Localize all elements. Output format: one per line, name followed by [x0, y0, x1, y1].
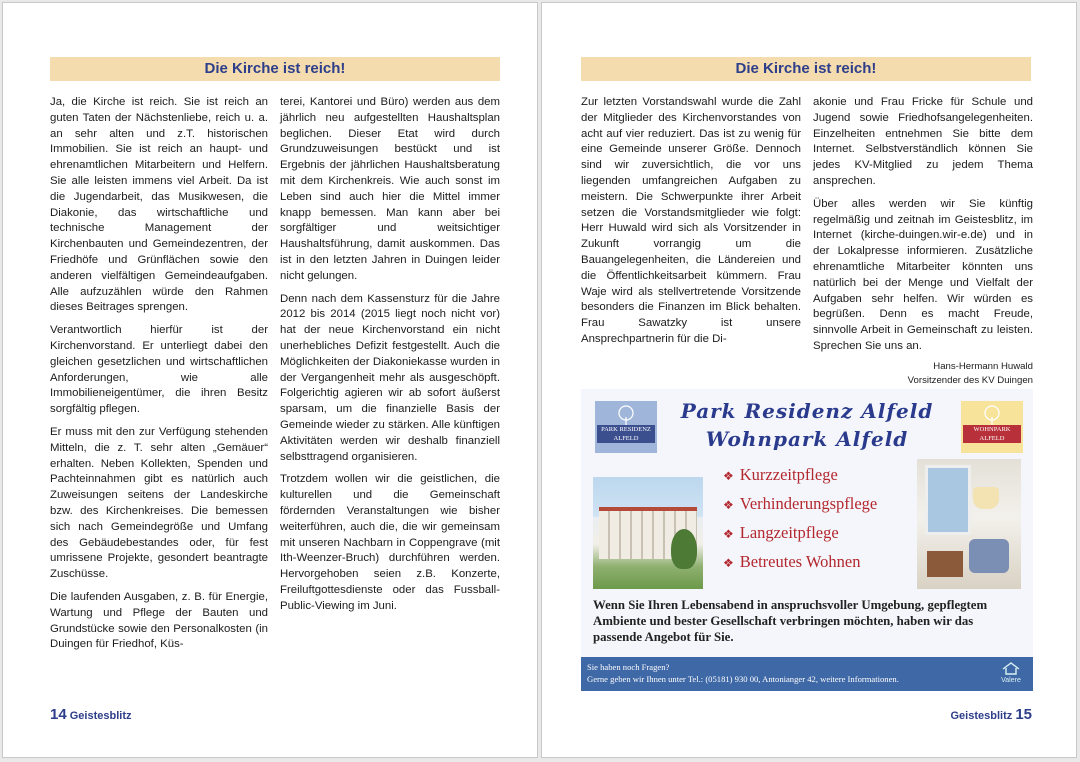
article-banner-left: Die Kirche ist reich!: [50, 57, 500, 81]
diamond-bullet-icon: ❖: [723, 556, 734, 570]
ad-title-2: Wohnpark Alfeld: [705, 427, 909, 451]
right-column-1: [581, 95, 801, 355]
paragraph: Die laufenden Ausgaben, z. B. für Energie, Wartung und Pflege der Bauten und Grundstücke sowie den Personalkosten (in Duingen für Friedhof, Küs-: [50, 590, 268, 651]
paragraph: Verantwortlich hierfür ist der Kirchenvorstand. Er unterliegt dabei den gleichen gesetzlichen und wirtschaftlichen Anforderungen, wie alle Immobilieneigentümer, die ihren Besitz sorgfältig pflegen.: [50, 324, 268, 416]
footer-contact: Gerne geben wir Ihnen unter Tel.: (05181) 930 00, Antonianger 42, weitere Informationen.: [587, 674, 899, 684]
service-item: ❖ Kurzzeitpflege: [723, 465, 838, 484]
paragraph: Denn nach dem Kassensturz für die Jahre 2012 bis 2014 (2015 liegt noch nicht vor) hat der neue Kirchenvorstand ein nicht unerhebliches Defizit festgestellt. Auch die Möglichkeiten der Diakoniekasse wurden in der Vergangenheit mehr als ausgeschöpft. Folgerichtig agieren wir ab sofort äußerst sparsam, um die finanzielle Basis der Gemeinde wieder zu stärken. Alle künftigen Aktivitäten werden wir deshalb finanziell selbsttragend organisieren.: [280, 292, 500, 463]
paragraph: akonie und Frau Fricke für Schule und Jugend sowie Friedhofsangelegenheiten. Einzelheiten entnehmen Sie bitte dem Internet. Selbstverständlich können Sie jedes KV-Mitglied zu jedem Thema ansprechen.: [813, 96, 1033, 187]
signature-role: Vorsitzender des KV Duingen: [907, 374, 1033, 386]
service-item: ❖ Verhinderungspflege: [723, 494, 878, 513]
service-item: ❖ Langzeitpflege: [723, 523, 839, 542]
magazine-name: Geistesblitz: [950, 710, 1013, 722]
left-column-1: [50, 95, 268, 660]
page-number: 14: [50, 706, 67, 723]
right-column-2: [813, 95, 1033, 388]
diamond-bullet-icon: ❖: [723, 527, 734, 541]
logo-right-text: WOHNPARK ALFELD: [963, 425, 1021, 443]
ad-title-1: Park Residenz Alfeld: [680, 399, 934, 423]
page-number: 15: [1015, 706, 1032, 723]
service-list: [723, 465, 919, 581]
house-icon: [1001, 661, 1021, 675]
paragraph: terei, Kantorei und Büro) werden aus dem jährlich neu aufgestellten Haushaltsplan beglichen. Dieser Etat wird durch Grundzuweisungen bestückt und ist Ergebnis der jährlichen Haushaltsberatung mit dem Kirchenkreis. Wie auch sonst im Leben sind auch hier die Mittel immer knapp bemessen. Man kann aber bei sorgfältiger und weitsichtiger Haushaltsführung, damit auskommen. Das ist in den letzten Jahren in Duingen leider nicht gelungen.: [280, 96, 500, 282]
right-page: [541, 2, 1077, 758]
tree-icon: [613, 405, 639, 427]
tree-icon: [979, 405, 1005, 427]
advertisement: [581, 389, 1033, 691]
paragraph: Zur letzten Vorstandswahl wurde die Zahl der Mitglieder des Kirchenvorstandes von acht auf vier reduziert. Das ist zu wenig für eine Gemeinde unserer Größe. Dennoch sind wir zuversichtlich, die vor uns liegenden umfangreichen Aufgaben zu meistern. Die Schwerpunkte ihrer Arbeit setzen die Vorstandsmitglieder wie folgt: Herr Huwald wird sich als Vorsitzender in Zukunft vorrangig um die Bauangelegenheiten, die Ländereien und die Öffentlichkeitsarbeit kümmern. Frau Waje wird als stellvertretende Vorsitzende besonders die Finanzen im Blick behalten. Frau Sawatzky ist unsere Ansprechpartnerin für die Di-: [581, 96, 801, 345]
magazine-name: Geistesblitz: [69, 710, 132, 722]
folio-left: [50, 706, 132, 723]
paragraph: Er muss mit den zur Verfügung stehenden Mitteln, die z. T. sehr alten „Gemäuer“ erhalten. Neben Kollekten, Spenden und Pachteinnahmen gibt es natürlich auch Zuweisungen seitens der Landeskirche bzw. des Kirchenkreises. Die bemessen sich nach Gemeindegröße und Umfang des Gebäudebestandes oder, für fest umrissene Projekte, gesondert beantragte Zuschüsse.: [50, 425, 268, 581]
wohnpark-logo: [961, 401, 1023, 453]
footer-question: Sie haben noch Fragen?: [587, 662, 670, 672]
signature-name: Hans-Hermann Huwald: [933, 360, 1033, 372]
park-residenz-logo: [595, 401, 657, 453]
paragraph: Trotzdem wollen wir die geistlichen, die kulturellen und die Gemeinschaft fördernden Veranstaltungen wie bisher weiterführen, auch die, die wir gemeinsam mit unseren Nachbarn in Coppengrave (mit Ith-Weenzer-Bruch) durchführen werden. Hervorgehoben seien z.B. Konzerte, Freiluftgottesdienste oder das Fussball-Public-Viewing im Juni.: [280, 473, 500, 612]
folio-right: [951, 706, 1033, 723]
diamond-bullet-icon: ❖: [723, 469, 734, 483]
diamond-bullet-icon: ❖: [723, 498, 734, 512]
ad-footer: [581, 657, 1033, 691]
paragraph: Ja, die Kirche ist reich. Sie ist reich an guten Taten der Nächstenliebe, reich u. a. an sehr alten und z.T. historischen Immobilien. Sie ist reich an haupt- und ehrenamtlichen Mitarbeitern und Helfern. Sie alle leisten immens viel Arbeit. Da ist die Jugendarbeit, das Musikwesen, die Diakonie, das wirtschaftliche und technische Management der Kirchenbauten und Gemeindezentren, der Friedhöfe und Grünflächen sowie den anderen vielfältigen Gemeindeaufgaben. Alle aufzuzählen würde den Rahmen dieses Beitrages sprengen.: [50, 96, 268, 314]
logo-left-text: PARK RESIDENZ ALFELD: [597, 425, 655, 443]
left-column-2: [280, 95, 500, 622]
paragraph: Über alles werden wir Sie künftig regelmäßig und zeitnah im Geistesblitz, im Internet (kirche-duingen.wir-e.de) und in der Lokalpresse informieren. Zusätzliche ehrenamtliche Mitarbeiter könnten uns natürlich bei der Menge und Vielfalt der Aufgaben sehr helfen. Wir würden es begrüßen. Denn es macht Freude, sinnvolle Arbeit in Gemeinschaft zu leisten. Sprechen Sie uns an.: [813, 197, 1033, 352]
ad-slogan: Wenn Sie Ihren Lebensabend in anspruchsvoller Umgebung, gepflegtem Ambiente und bester Gesellschaft verbringen möchten, haben wir das passende Angebot für Sie.: [593, 598, 988, 644]
building-photo: [593, 477, 703, 589]
valere-logo: Valere: [995, 661, 1027, 687]
service-item: ❖ Betreutes Wohnen: [723, 552, 861, 571]
interior-photo: [917, 459, 1021, 589]
article-banner-right: Die Kirche ist reich!: [581, 57, 1031, 81]
signature: [813, 360, 1033, 388]
left-page: [2, 2, 538, 758]
